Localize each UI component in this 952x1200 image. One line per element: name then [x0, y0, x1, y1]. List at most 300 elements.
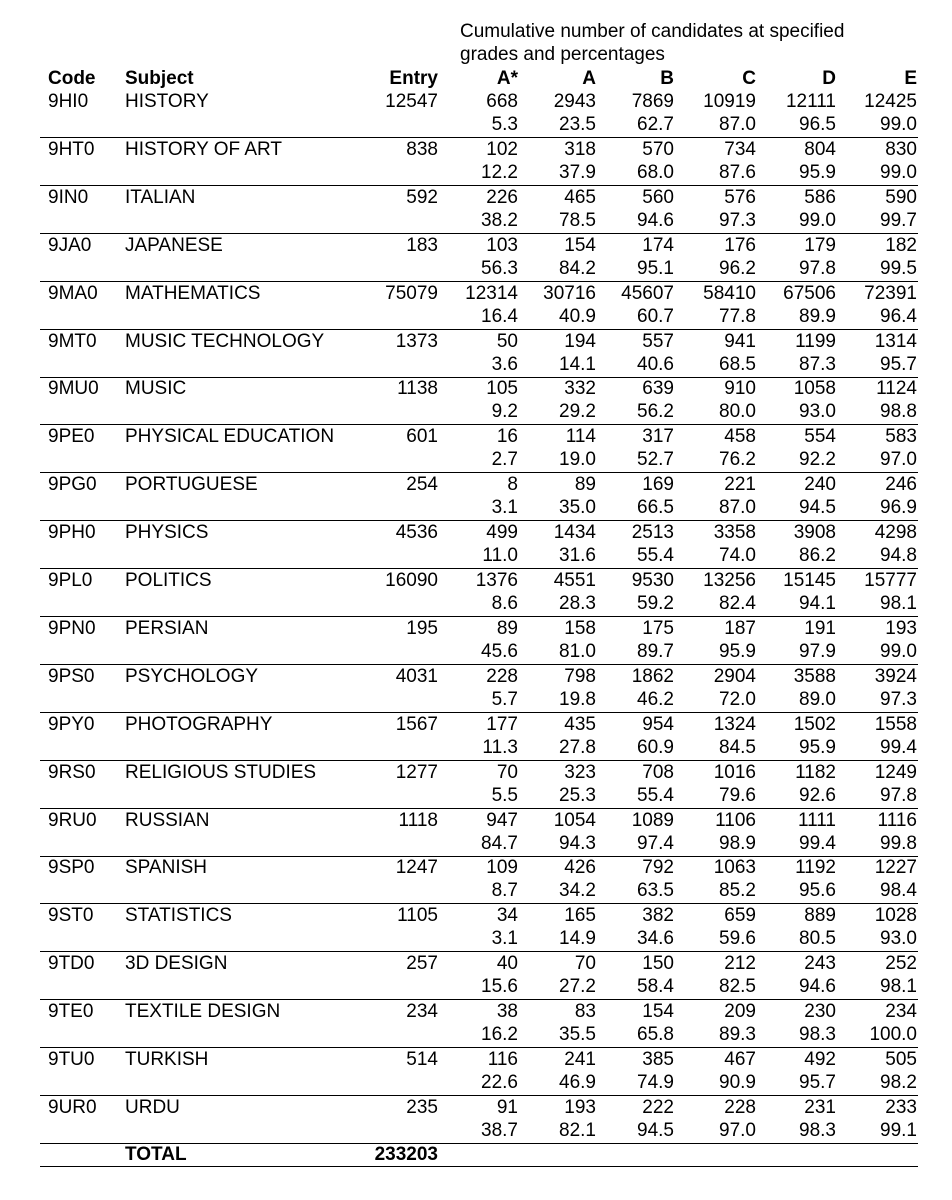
row-percent: 94.5	[637, 1120, 674, 1141]
row-count: 317	[642, 426, 674, 447]
table-row	[40, 904, 918, 951]
row-count: 1199	[795, 331, 836, 352]
row-count: 89	[574, 474, 596, 495]
row-percent: 66.5	[637, 497, 674, 518]
row-count: 228	[724, 1097, 756, 1118]
row-percent: 35.0	[559, 497, 596, 518]
row-percent: 16.2	[481, 1024, 518, 1045]
row-count: 34	[496, 905, 518, 926]
row-percent: 60.9	[637, 737, 674, 758]
row-count: 889	[804, 905, 836, 926]
row-count: 58410	[703, 283, 756, 304]
row-code: 9PG0	[48, 474, 97, 495]
row-count: 70	[496, 762, 518, 783]
row-percent: 94.3	[559, 833, 596, 854]
row-entry: 601	[406, 426, 438, 447]
row-count: 72391	[864, 283, 917, 304]
row-count: 102	[486, 139, 518, 160]
row-code: 9MU0	[48, 378, 99, 399]
row-percent: 95.9	[799, 737, 836, 758]
row-subject: PORTUGUESE	[125, 474, 258, 495]
row-percent: 38.7	[481, 1120, 518, 1141]
row-percent: 46.9	[559, 1072, 596, 1093]
row-percent: 45.6	[481, 641, 518, 662]
row-percent: 2.7	[491, 449, 518, 470]
row-count: 154	[564, 235, 596, 256]
row-percent: 94.6	[637, 210, 674, 231]
row-count: 1124	[876, 378, 917, 399]
row-count: 212	[724, 953, 756, 974]
row-percent: 59.2	[637, 593, 674, 614]
row-count: 467	[724, 1049, 756, 1070]
total-label: TOTAL	[125, 1144, 187, 1165]
row-percent: 99.4	[880, 737, 917, 758]
row-count: 228	[486, 666, 518, 687]
row-percent: 40.9	[559, 306, 596, 327]
row-count: 191	[804, 618, 836, 639]
row-code: 9PY0	[48, 714, 95, 735]
row-percent: 93.0	[799, 401, 836, 422]
total-row	[40, 1143, 918, 1167]
row-subject: PHYSICS	[125, 522, 209, 543]
row-percent: 46.2	[637, 689, 674, 710]
row-percent: 90.9	[719, 1072, 756, 1093]
row-count: 209	[724, 1001, 756, 1022]
table-row	[40, 90, 918, 137]
row-count: 240	[804, 474, 836, 495]
row-count: 576	[724, 187, 756, 208]
row-count: 941	[724, 331, 756, 352]
row-count: 30716	[543, 283, 596, 304]
row-percent: 37.9	[559, 162, 596, 183]
row-code: 9SP0	[48, 857, 95, 878]
row-percent: 99.1	[880, 1120, 917, 1141]
row-count: 4551	[553, 570, 596, 591]
row-percent: 5.7	[491, 689, 518, 710]
row-code: 9MA0	[48, 283, 98, 304]
row-count: 708	[642, 762, 674, 783]
row-count: 1192	[795, 857, 836, 878]
row-count: 50	[496, 331, 518, 352]
row-count: 668	[486, 91, 518, 112]
row-count: 1376	[475, 570, 518, 591]
row-percent: 11.3	[482, 737, 518, 758]
row-entry: 16090	[385, 570, 438, 591]
row-subject: URDU	[125, 1097, 180, 1118]
row-subject: RELIGIOUS STUDIES	[125, 762, 317, 783]
row-percent: 99.5	[880, 258, 917, 279]
row-percent: 92.6	[799, 785, 836, 806]
row-percent: 19.0	[559, 449, 596, 470]
row-code: 9PE0	[48, 426, 95, 447]
row-percent: 29.2	[559, 401, 596, 422]
row-percent: 16.4	[481, 306, 518, 327]
row-entry: 1247	[395, 857, 438, 878]
row-count: 639	[642, 378, 674, 399]
bottom-rule	[40, 1166, 918, 1167]
row-count: 252	[885, 953, 917, 974]
row-count: 16	[496, 426, 518, 447]
row-count: 1016	[713, 762, 756, 783]
header-grade-a: A	[582, 68, 596, 89]
row-percent: 60.7	[637, 306, 674, 327]
row-percent: 98.2	[880, 1072, 917, 1093]
row-count: 590	[885, 187, 917, 208]
row-percent: 68.5	[719, 354, 756, 375]
row-code: 9PS0	[48, 666, 95, 687]
table-row	[40, 1000, 918, 1047]
row-count: 15145	[783, 570, 836, 591]
row-percent: 11.0	[482, 545, 518, 566]
row-percent: 98.9	[719, 833, 756, 854]
row-percent: 100.0	[869, 1024, 917, 1045]
row-percent: 95.7	[799, 1072, 836, 1093]
row-entry: 1118	[398, 810, 438, 831]
row-count: 193	[564, 1097, 596, 1118]
row-percent: 99.0	[799, 210, 836, 231]
row-entry: 1105	[397, 905, 438, 926]
row-subject: JAPANESE	[125, 235, 223, 256]
row-code: 9RU0	[48, 810, 97, 831]
row-count: 458	[724, 426, 756, 447]
row-count: 176	[724, 235, 756, 256]
row-count: 3924	[874, 666, 917, 687]
table-row	[40, 521, 918, 568]
row-code: 9TU0	[48, 1049, 95, 1070]
row-percent: 99.0	[880, 641, 917, 662]
row-entry: 1277	[395, 762, 438, 783]
row-percent: 56.3	[481, 258, 518, 279]
row-count: 560	[642, 187, 674, 208]
row-count: 492	[804, 1049, 836, 1070]
row-count: 12425	[864, 91, 917, 112]
row-percent: 34.6	[637, 928, 674, 949]
row-code: 9UR0	[48, 1097, 97, 1118]
row-percent: 95.7	[880, 354, 917, 375]
row-percent: 89.9	[799, 306, 836, 327]
row-count: 230	[804, 1001, 836, 1022]
row-percent: 74.0	[719, 545, 756, 566]
row-count: 13256	[703, 570, 756, 591]
row-percent: 89.3	[719, 1024, 756, 1045]
row-count: 1058	[793, 378, 836, 399]
row-count: 426	[564, 857, 596, 878]
row-code: 9RS0	[48, 762, 96, 783]
row-count: 323	[564, 762, 596, 783]
row-entry: 514	[406, 1049, 438, 1070]
table-row	[40, 330, 918, 377]
row-count: 1227	[874, 857, 917, 878]
row-count: 3358	[713, 522, 756, 543]
row-percent: 87.3	[799, 354, 836, 375]
row-percent: 55.4	[637, 545, 674, 566]
row-subject: HISTORY OF ART	[125, 139, 282, 160]
row-percent: 87.0	[719, 497, 756, 518]
row-percent: 96.5	[799, 114, 836, 135]
row-percent: 89.7	[637, 641, 674, 662]
table-row	[40, 282, 918, 329]
row-count: 570	[642, 139, 674, 160]
row-percent: 96.9	[880, 497, 917, 518]
row-percent: 72.0	[719, 689, 756, 710]
row-count: 798	[564, 666, 596, 687]
row-count: 154	[642, 1001, 674, 1022]
row-subject: MATHEMATICS	[125, 283, 261, 304]
row-count: 554	[804, 426, 836, 447]
row-entry: 75079	[385, 283, 438, 304]
row-entry: 4031	[395, 666, 438, 687]
row-count: 947	[486, 810, 518, 831]
row-percent: 98.4	[880, 880, 917, 901]
row-count: 175	[642, 618, 674, 639]
row-count: 465	[564, 187, 596, 208]
row-code: 9ST0	[48, 905, 94, 926]
row-count: 177	[486, 714, 518, 735]
row-count: 221	[724, 474, 756, 495]
row-percent: 98.1	[880, 976, 917, 997]
row-percent: 27.2	[559, 976, 596, 997]
row-count: 1054	[553, 810, 596, 831]
row-entry: 1567	[395, 714, 438, 735]
row-code: 9HI0	[48, 91, 89, 112]
row-count: 234	[885, 1001, 917, 1022]
row-percent: 80.0	[719, 401, 756, 422]
row-percent: 99.7	[880, 210, 917, 231]
row-count: 15777	[864, 570, 917, 591]
row-entry: 234	[406, 1001, 438, 1022]
header-code: Code	[48, 68, 96, 89]
row-count: 246	[885, 474, 917, 495]
table-row	[40, 665, 918, 712]
row-count: 70	[574, 953, 596, 974]
row-percent: 87.6	[719, 162, 756, 183]
row-count: 174	[642, 235, 674, 256]
row-count: 109	[486, 857, 518, 878]
row-percent: 98.3	[799, 1120, 836, 1141]
row-percent: 68.0	[637, 162, 674, 183]
row-percent: 82.1	[559, 1120, 596, 1141]
row-percent: 99.4	[799, 833, 836, 854]
row-count: 45607	[621, 283, 674, 304]
row-count: 586	[804, 187, 836, 208]
header-grade-d: D	[822, 68, 836, 89]
row-percent: 35.5	[559, 1024, 596, 1045]
row-count: 2513	[631, 522, 674, 543]
row-percent: 12.2	[481, 162, 518, 183]
row-entry: 195	[406, 618, 438, 639]
row-count: 792	[642, 857, 674, 878]
row-entry: 12547	[385, 91, 438, 112]
table-row	[40, 713, 918, 760]
row-count: 385	[642, 1049, 674, 1070]
row-percent: 94.1	[799, 593, 836, 614]
row-count: 38	[496, 1001, 518, 1022]
row-percent: 92.2	[799, 449, 836, 470]
table-row	[40, 569, 918, 616]
row-percent: 38.2	[481, 210, 518, 231]
row-percent: 82.5	[719, 976, 756, 997]
row-percent: 93.0	[880, 928, 917, 949]
row-count: 194	[564, 331, 596, 352]
table-row	[40, 377, 918, 424]
row-count: 3908	[793, 522, 836, 543]
row-count: 3588	[793, 666, 836, 687]
row-percent: 5.3	[491, 114, 518, 135]
row-count: 150	[642, 953, 674, 974]
row-subject: RUSSIAN	[125, 810, 210, 831]
row-percent: 14.1	[559, 354, 596, 375]
row-percent: 63.5	[637, 880, 674, 901]
row-percent: 94.8	[880, 545, 917, 566]
row-count: 8	[507, 474, 518, 495]
row-percent: 97.8	[880, 785, 917, 806]
row-count: 12111	[785, 91, 836, 112]
row-code: 9JA0	[48, 235, 92, 256]
row-percent: 56.2	[637, 401, 674, 422]
row-percent: 3.1	[491, 497, 518, 518]
row-count: 40	[496, 953, 518, 974]
row-percent: 94.5	[799, 497, 836, 518]
row-subject: PHYSICAL EDUCATION	[125, 426, 335, 447]
row-count: 1502	[793, 714, 836, 735]
row-subject: PHOTOGRAPHY	[125, 714, 273, 735]
row-percent: 84.2	[559, 258, 596, 279]
row-percent: 28.3	[559, 593, 596, 614]
row-count: 169	[642, 474, 674, 495]
row-percent: 87.0	[719, 114, 756, 135]
row-count: 734	[724, 139, 756, 160]
row-entry: 254	[406, 474, 438, 495]
row-count: 557	[642, 331, 674, 352]
row-percent: 86.2	[799, 545, 836, 566]
header-grade-c: C	[742, 68, 756, 89]
row-percent: 19.8	[559, 689, 596, 710]
row-percent: 99.0	[880, 114, 917, 135]
row-percent: 3.6	[491, 354, 518, 375]
header-grade-e: E	[904, 68, 917, 89]
row-count: 222	[642, 1097, 674, 1118]
row-count: 318	[564, 139, 596, 160]
row-count: 1324	[713, 714, 756, 735]
row-percent: 82.4	[719, 593, 756, 614]
row-count: 12314	[465, 283, 518, 304]
row-percent: 58.4	[637, 976, 674, 997]
row-subject: MUSIC	[125, 378, 187, 399]
row-count: 165	[564, 905, 596, 926]
row-percent: 95.9	[719, 641, 756, 662]
table-row	[40, 761, 918, 808]
row-count: 105	[486, 378, 518, 399]
header-subject: Subject	[125, 68, 194, 89]
row-code: 9HT0	[48, 139, 95, 160]
row-count: 804	[804, 139, 836, 160]
total-entry: 233203	[374, 1144, 438, 1165]
row-percent: 89.0	[799, 689, 836, 710]
row-entry: 257	[406, 953, 438, 974]
row-percent: 40.6	[637, 354, 674, 375]
row-count: 1028	[874, 905, 917, 926]
row-percent: 97.4	[637, 833, 674, 854]
table-row	[40, 186, 918, 233]
row-subject: POLITICS	[125, 570, 212, 591]
row-count: 382	[642, 905, 674, 926]
row-percent: 52.7	[637, 449, 674, 470]
row-percent: 5.5	[491, 785, 518, 806]
row-code: 9PH0	[48, 522, 96, 543]
row-percent: 14.9	[559, 928, 596, 949]
row-count: 1434	[553, 522, 596, 543]
table-row	[40, 1096, 918, 1143]
row-count: 435	[564, 714, 596, 735]
row-count: 2904	[713, 666, 756, 687]
row-count: 1106	[715, 810, 756, 831]
row-count: 332	[564, 378, 596, 399]
row-percent: 79.6	[719, 785, 756, 806]
header-grade-astar: A*	[496, 68, 518, 89]
row-percent: 80.5	[799, 928, 836, 949]
row-count: 233	[885, 1097, 917, 1118]
table-row	[40, 952, 918, 999]
header-entry: Entry	[389, 68, 438, 89]
row-percent: 25.3	[559, 785, 596, 806]
row-percent: 81.0	[559, 641, 596, 662]
row-code: 9MT0	[48, 331, 97, 352]
row-count: 182	[885, 235, 917, 256]
row-count: 114	[565, 426, 596, 447]
row-percent: 59.6	[719, 928, 756, 949]
row-percent: 95.6	[799, 880, 836, 901]
row-count: 231	[804, 1097, 836, 1118]
row-count: 4298	[874, 522, 917, 543]
row-percent: 62.7	[637, 114, 674, 135]
row-percent: 3.1	[491, 928, 518, 949]
row-percent: 77.8	[719, 306, 756, 327]
row-percent: 97.8	[799, 258, 836, 279]
row-entry: 183	[406, 235, 438, 256]
row-percent: 9.2	[491, 401, 518, 422]
row-percent: 85.2	[719, 880, 756, 901]
row-count: 243	[804, 953, 836, 974]
table-row	[40, 1048, 918, 1095]
row-percent: 99.0	[880, 162, 917, 183]
table-row	[40, 856, 918, 903]
row-percent: 97.3	[719, 210, 756, 231]
row-count: 583	[885, 426, 917, 447]
table-row	[40, 809, 918, 856]
row-count: 1111	[797, 810, 836, 831]
row-count: 91	[496, 1097, 518, 1118]
row-percent: 23.5	[559, 114, 596, 135]
row-entry: 838	[406, 139, 438, 160]
row-count: 1314	[874, 331, 917, 352]
row-percent: 8.6	[491, 593, 518, 614]
row-count: 830	[885, 139, 917, 160]
row-count: 1558	[874, 714, 917, 735]
row-percent: 97.3	[880, 689, 917, 710]
row-percent: 97.0	[719, 1120, 756, 1141]
row-percent: 95.1	[637, 258, 674, 279]
row-count: 1116	[877, 810, 917, 831]
row-entry: 1138	[397, 378, 438, 399]
row-percent: 96.2	[719, 258, 756, 279]
row-count: 499	[486, 522, 518, 543]
row-count: 241	[564, 1049, 596, 1070]
row-percent: 74.9	[637, 1072, 674, 1093]
row-percent: 55.4	[637, 785, 674, 806]
row-count: 659	[724, 905, 756, 926]
row-code: 9PL0	[48, 570, 93, 591]
row-count: 1249	[874, 762, 917, 783]
